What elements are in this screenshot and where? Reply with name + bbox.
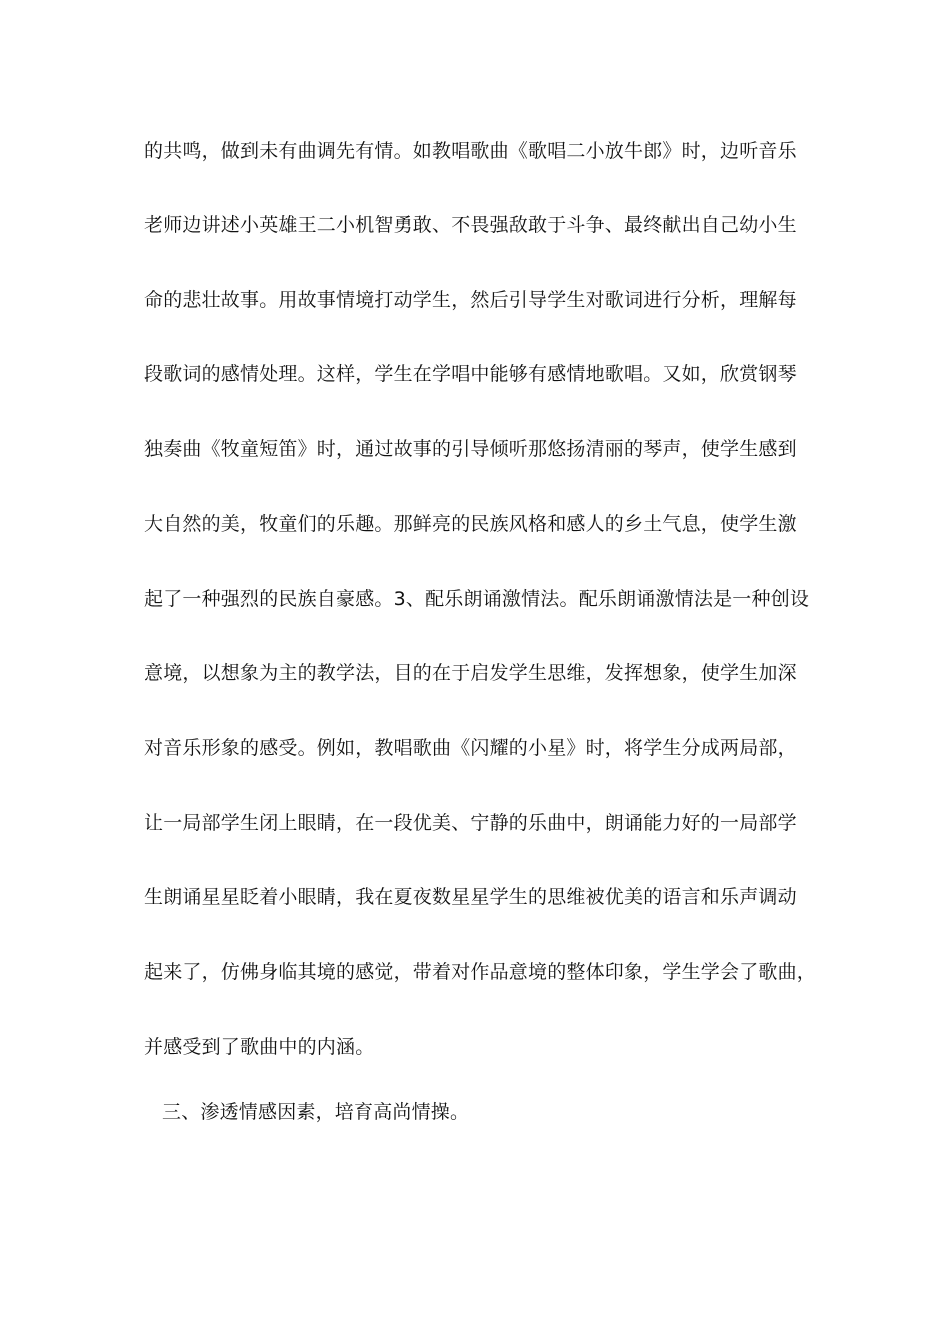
paragraph-line: 意境，以想象为主的教学法，目的在于启发学生思维，发挥想象，使学生加深 [144,662,797,684]
paragraph-line: 生朗诵星星眨着小眼睛，我在夏夜数星星学生的思维被优美的语言和乐声调动 [144,886,797,908]
paragraph-line: 并感受到了歌曲中的内涵。 [144,1036,375,1058]
paragraph-line: 起了一种强烈的民族自豪感。3、配乐朗诵激情法。配乐朗诵激情法是一种创设 [144,588,810,610]
paragraph-line: 段歌词的感情处理。这样，学生在学唱中能够有感情地歌唱。又如，欣赏钢琴 [144,363,797,385]
section-heading: 三、渗透情感因素，培育高尚情操。 [162,1101,470,1123]
paragraph-line: 大自然的美，牧童们的乐趣。那鲜亮的民族风格和感人的乡土气息，使学生激 [144,513,797,535]
paragraph-line: 命的悲壮故事。用故事情境打动学生，然后引导学生对歌词进行分析，理解每 [144,289,797,311]
paragraph-line: 的共鸣，做到未有曲调先有情。如教唱歌曲《歌唱二小放牛郎》时，边听音乐 [144,140,797,162]
paragraph-line: 起来了，仿佛身临其境的感觉，带着对作品意境的整体印象，学生学会了歌曲， [144,961,817,983]
paragraph-line: 独奏曲《牧童短笛》时，通过故事的引导倾听那悠扬清丽的琴声，使学生感到 [144,438,797,460]
paragraph-line: 让一局部学生闭上眼睛，在一段优美、宁静的乐曲中，朗诵能力好的一局部学 [144,812,797,834]
paragraph-line: 对音乐形象的感受。例如，教唱歌曲《闪耀的小星》时，将学生分成两局部， [144,737,797,759]
paragraph-line: 老师边讲述小英雄王二小机智勇敢、不畏强敌敢于斗争、最终献出自己幼小生 [144,214,797,236]
